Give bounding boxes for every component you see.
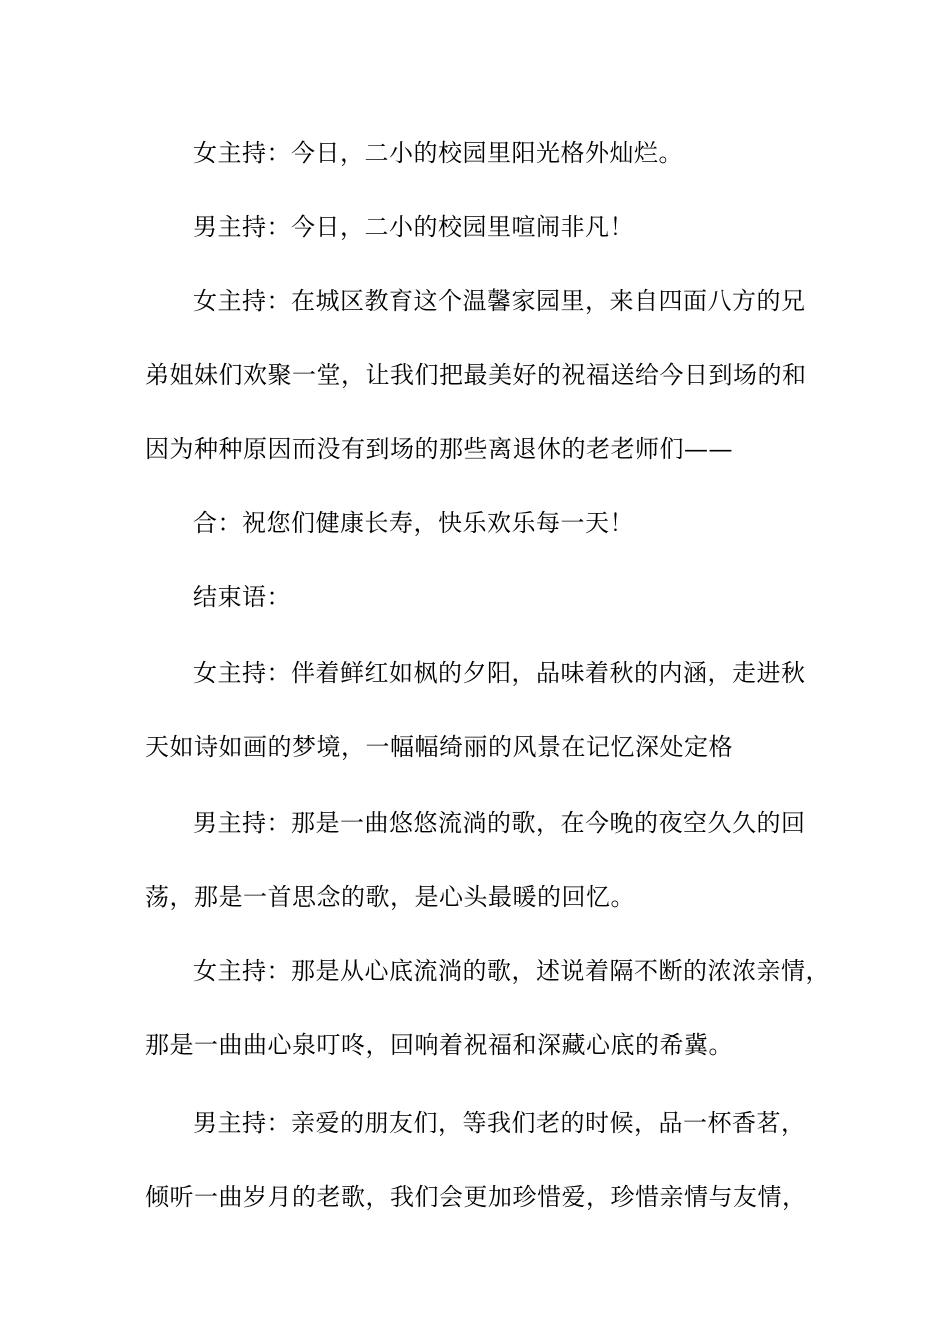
text-line: 那是一曲曲心泉叮咚，回响着祝福和深藏心底的希冀。 — [145, 1031, 733, 1059]
text-line: 弟姐妹们欢聚一堂，让我们把最美好的祝福送给今日到场的和 — [145, 361, 807, 389]
text-line: 天如诗如画的梦境，一幅幅绮丽的风景在记忆深处定格 — [145, 733, 733, 761]
text-line: 合：祝您们健康长寿，快乐欢乐每一天！ — [193, 509, 634, 537]
text-line: 倾听一曲岁月的老歌，我们会更加珍惜爱，珍惜亲情与友情， — [145, 1183, 807, 1211]
text-line: 男主持：今日，二小的校园里喧闹非凡！ — [193, 213, 634, 241]
text-line: 男主持：那是一曲悠悠流淌的歌，在今晚的夜空久久的回 — [193, 809, 806, 837]
text-line: 女主持：伴着鲜红如枫的夕阳，品味着秋的内涵，走进秋 — [193, 659, 806, 687]
text-line: 女主持：那是从心底流淌的歌，述说着隔不断的浓浓亲情， — [193, 957, 830, 985]
text-line: 荡，那是一首思念的歌，是心头最暖的回忆。 — [145, 883, 635, 911]
text-line: 因为种种原因而没有到场的那些离退休的老老师们—— — [145, 435, 733, 463]
section-heading: 结束语： — [193, 583, 291, 611]
text-line: 女主持：在城区教育这个温馨家园里，来自四面八方的兄 — [193, 287, 806, 315]
text-line: 女主持：今日，二小的校园里阳光格外灿烂。 — [193, 139, 683, 167]
text-line: 男主持：亲爱的朋友们，等我们老的时候，品一杯香茗， — [193, 1109, 806, 1137]
